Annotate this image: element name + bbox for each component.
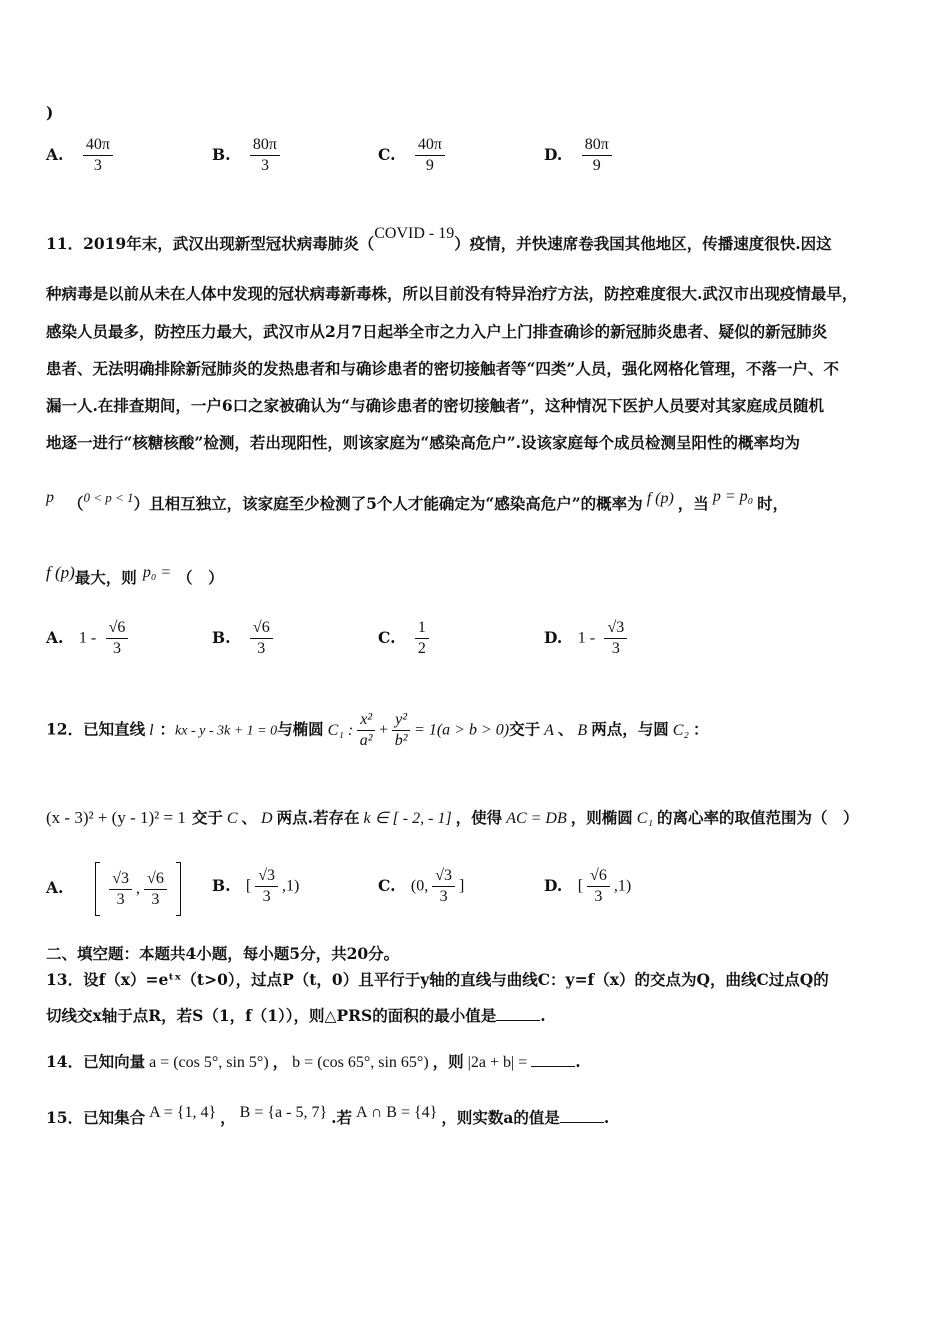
option-label: C.: [378, 875, 396, 895]
numerator: √6: [587, 866, 610, 887]
fraction-y: [392, 710, 410, 751]
text: （: [68, 494, 84, 513]
set-b: B = {a - 5, 7}: [239, 1104, 328, 1121]
fraction: [415, 618, 429, 659]
q10-option-d[interactable]: [544, 135, 616, 176]
text: ）且相互独立，该家庭至少检测了5个人才能确定为“感染高危户”的概率为: [133, 494, 643, 513]
numerator: 40π: [415, 135, 445, 156]
numerator: 1: [415, 618, 429, 639]
text: ，当: [677, 494, 709, 513]
equality-ac-db: AC = DB: [506, 810, 567, 827]
q12-option-d[interactable]: [544, 866, 631, 907]
right-bracket: [176, 862, 181, 916]
section-heading: 二、填空题：本题共4小题，每小题5分，共20分。: [46, 944, 400, 963]
q12-option-b[interactable]: [212, 866, 299, 907]
option-label: D.: [544, 627, 563, 647]
denominator: 3: [257, 640, 266, 657]
text: （ ）: [177, 568, 224, 587]
open-bracket: [: [577, 877, 584, 895]
numerator: 40π: [83, 135, 113, 156]
text: .: [603, 1108, 610, 1127]
prefix: 1 -: [577, 629, 596, 647]
denominator: 9: [425, 157, 434, 174]
numerator: √3: [255, 866, 278, 887]
condition-p0: p = p₀: [712, 488, 754, 505]
text: 两点，与圆: [591, 719, 669, 739]
text: 两点.若存在: [276, 808, 360, 827]
fraction: [432, 866, 455, 907]
var-l: l: [149, 721, 154, 739]
text: ，则: [432, 1052, 464, 1071]
q11-line-8: [46, 563, 224, 588]
denominator: 3: [439, 888, 448, 905]
q11-option-b[interactable]: [212, 618, 277, 659]
text: 交于: [191, 808, 223, 827]
numerator: √3: [432, 866, 455, 887]
text: ，则椭圆: [570, 808, 633, 827]
denominator: 3: [116, 890, 125, 908]
fraction: [83, 135, 113, 176]
text: ：: [692, 719, 709, 739]
ellipse-condition: = 1(a > b > 0): [414, 721, 510, 739]
ellipse-name: C₁ :: [327, 721, 354, 739]
open-bracket: [: [245, 877, 252, 895]
q11-option-a[interactable]: [46, 618, 132, 659]
point-b: B: [577, 721, 588, 739]
text: 14．已知向量: [46, 1052, 146, 1071]
p0-expr: p₀ =: [142, 564, 172, 581]
q13-line-2: [46, 1004, 546, 1026]
q11-line-5: 漏一人.在排查期间，一户6口之家被确认为“与确诊患者的密切接触者”，这种情况下医护人员要对其家庭成员随机: [46, 396, 825, 415]
fraction: [109, 869, 132, 910]
q10-option-a[interactable]: [46, 135, 117, 176]
left-bracket: [95, 862, 100, 916]
point-a: A: [544, 721, 554, 739]
option-label: C.: [378, 627, 396, 647]
denominator: b²: [394, 732, 408, 749]
fraction-x: [357, 710, 375, 751]
numerator: 80π: [250, 135, 280, 156]
option-label: B.: [212, 627, 231, 647]
magnitude-expression: |2a + b| =: [467, 1054, 528, 1071]
point-c: C: [226, 810, 238, 827]
q10-option-c[interactable]: [378, 135, 449, 176]
option-label: C.: [378, 144, 396, 164]
q11-line-1: [46, 225, 832, 254]
circle-name: C₂: [672, 721, 689, 739]
fraction: [604, 618, 627, 659]
text: 、: [241, 808, 258, 827]
q13-line-1: 13．设f（x）=eᵗˣ（t>0），过点P（t，0）且平行于y轴的直线与曲线C：y=f（x）的交点为Q，曲线C过点Q的: [46, 970, 829, 989]
numerator: √6: [106, 618, 129, 639]
text: 的离心率的取值范围为（ ）: [657, 808, 859, 827]
circle-equation: (x - 3)² + (y - 1)² = 1: [46, 808, 186, 827]
text: ：: [159, 719, 176, 739]
vector-b: b = (cos 65°, sin 65°): [292, 1054, 429, 1071]
q12-option-c[interactable]: [378, 866, 464, 907]
prefix: 1 -: [78, 629, 97, 647]
q11-option-d[interactable]: [544, 618, 631, 659]
fraction: [587, 866, 610, 907]
q10-option-b[interactable]: [212, 135, 284, 176]
numerator: √3: [604, 618, 627, 639]
condition: 0 < p < 1: [83, 490, 134, 505]
text: .: [540, 1006, 546, 1025]
fraction: [415, 135, 445, 176]
option-label: B.: [212, 875, 231, 895]
option-label: D.: [544, 144, 563, 164]
numerator: x²: [357, 710, 375, 731]
option-label: B.: [212, 144, 231, 164]
q14-line: [46, 1050, 581, 1072]
denominator: a²: [359, 732, 373, 749]
var-p: p: [46, 489, 54, 506]
denominator: 2: [417, 640, 426, 657]
denominator: 3: [151, 890, 160, 908]
func-fp: f (p): [646, 490, 674, 507]
text: ，使得: [455, 808, 503, 827]
denominator: 3: [93, 157, 102, 174]
open-bracket: (0,: [410, 877, 429, 895]
text: 最大，则: [74, 568, 137, 587]
q12-line-1: [46, 710, 708, 751]
q11-line-3: 感染人员最多，防控压力最大，武汉市从2月7日起举全市之力入户上门排查确诊的新冠肺炎患者、疑似的新冠肺炎: [46, 322, 828, 341]
numerator: √6: [144, 869, 167, 890]
q11-line-6: 地逐一进行“核糖核酸”检测，若出现阳性，则该家庭为“感染高危户”.设该家庭每个成员检测呈阳性的概率均为: [46, 433, 801, 452]
text: 与椭圆: [277, 719, 324, 739]
text: 15．已知集合: [46, 1108, 146, 1127]
text: 交于: [509, 719, 541, 739]
text: .: [575, 1052, 581, 1071]
text: ）疫情，并快速席卷我国其他地区，传播速度很快.因这: [454, 234, 832, 253]
set-a: A = {1, 4}: [149, 1104, 217, 1121]
q15-line: [46, 1106, 609, 1128]
option-label: A.: [46, 144, 64, 164]
close-bracket: ,1): [613, 877, 632, 895]
text: 时，: [757, 494, 789, 513]
k-range: k ∈ [ - 2, - 1]: [363, 810, 452, 827]
close-bracket: ]: [458, 877, 465, 895]
fraction: [582, 135, 612, 176]
fraction: [144, 869, 167, 910]
text: 切线交x轴于点R，若S（1，f（1）），则△PRS的面积的最小值是: [46, 1006, 497, 1025]
q12-line-2: [46, 806, 859, 828]
denominator: 3: [260, 157, 269, 174]
denominator: 3: [262, 888, 271, 905]
covid-label: COVID - 19: [374, 225, 455, 242]
fraction: [250, 135, 280, 176]
text: 12．已知直线: [46, 719, 146, 739]
plus: +: [379, 721, 389, 739]
text: 11．2019年末，武汉出现新型冠状病毒肺炎（: [46, 234, 375, 253]
numerator: 80π: [582, 135, 612, 156]
ellipse-name: C₁: [636, 810, 654, 827]
point-d: D: [261, 810, 273, 827]
text: ，: [272, 1052, 289, 1071]
option-label: D.: [544, 875, 563, 895]
vector-a: a = (cos 5°, sin 5°): [149, 1054, 269, 1071]
denominator: 3: [611, 640, 620, 657]
func-fp: f (p): [46, 563, 75, 582]
text: 、: [557, 719, 574, 739]
q12-option-a[interactable]: [46, 862, 181, 916]
answer-blank[interactable]: [496, 1020, 540, 1021]
text: .若: [331, 1108, 353, 1127]
intersection: A ∩ B = {4}: [356, 1104, 438, 1121]
text: ，: [220, 1108, 236, 1127]
fraction: [106, 618, 129, 659]
q11-line-7: [46, 488, 789, 514]
option-label: A.: [46, 878, 64, 897]
q11-line-4: 患者、无法明确排除新冠肺炎的发热患者和与确诊患者的密切接触者等“四类”人员，强化网格化管理，不落一户、不: [46, 359, 839, 378]
line-equation: kx - y - 3k + 1 = 0: [175, 723, 278, 739]
q10-tail: ): [46, 103, 54, 122]
denominator: 3: [594, 888, 603, 905]
option-label: A.: [46, 627, 64, 647]
close-bracket: ,1): [282, 877, 300, 895]
answer-blank[interactable]: [560, 1122, 604, 1123]
numerator: √3: [109, 869, 132, 890]
fraction: [250, 618, 273, 659]
comma: ,: [136, 880, 141, 897]
text: ，则实数a的值是: [441, 1108, 560, 1127]
numerator: √6: [250, 618, 273, 639]
denominator: 3: [112, 640, 121, 657]
fraction: [255, 866, 278, 907]
q11-option-c[interactable]: [378, 618, 433, 659]
denominator: 9: [592, 157, 601, 174]
answer-blank[interactable]: [531, 1066, 575, 1067]
numerator: y²: [392, 710, 410, 731]
q11-line-2: 种病毒是以前从未在人体中发现的冠状病毒新毒株，所以目前没有特异治疗方法，防控难度很大.武汉市出现疫情最早，: [46, 284, 858, 303]
